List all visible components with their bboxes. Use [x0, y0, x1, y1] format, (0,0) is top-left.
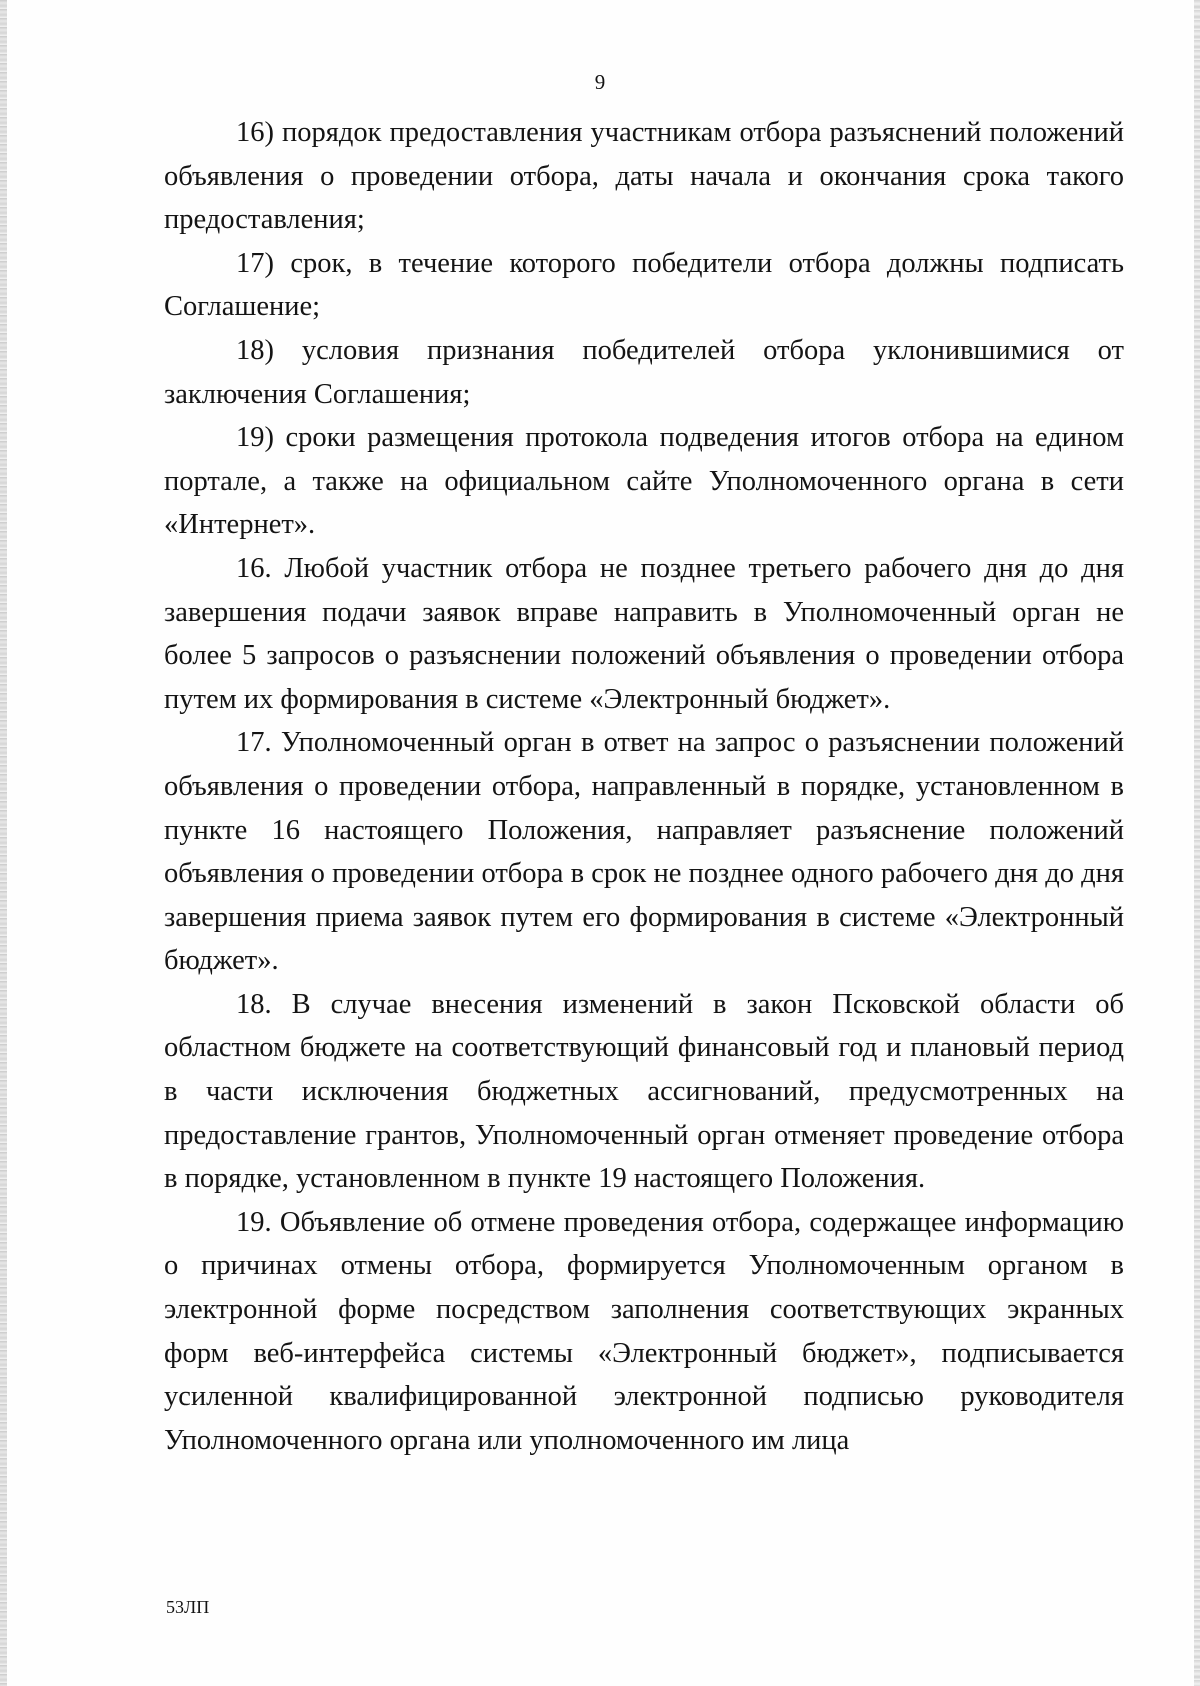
scan-edge-right — [1194, 0, 1200, 1686]
paragraph-clause-18: 18. В случае внесения изменений в закон Псковской области об областном бюджете на соответствующий финансовый год и плановый период в части исключения бюджетных ассигнований, предусмотренных на предоставление грантов, Уполномоченный орган отменяет проведение отбора в порядке, установленном в пункте 19 настоящего Положения. — [164, 988, 1124, 1195]
paragraph-item-16: 16) порядок предоставления участникам отбора разъяснений положений объявления о проведении отбора, даты начала и окончания срока такого предоставления; — [164, 117, 1124, 236]
footer-document-code: 53ЛП — [166, 1597, 210, 1617]
paragraph-clause-19: 19. Объявление об отмене проведения отбора, содержащее информацию о причинах отмены отбора, формируется Уполномоченным органом в электронной форме посредством заполнения соответствующих экранных форм веб-интерфейса системы «Электронный бюджет», подписывается усиленной квалифицированной электронной подписью руководителя Уполномоченного органа или уполномоченного им лица — [164, 1206, 1124, 1456]
page-number: 9 — [594, 70, 606, 94]
paragraph-clause-17: 17. Уполномоченный орган в ответ на запрос о разъяснении положений объявления о проведении отбора, направленный в порядке, установленном в пункте 16 настоящего Положения, направляет разъяснение положений объявления о проведении отбора в срок не позднее одного рабочего дня до дня завершения приема заявок путем его формирования в системе «Электронный бюджет». — [164, 727, 1124, 977]
paragraph-item-18: 18) условия признания победителей отбора уклонившимися от заключения Соглашения; — [164, 334, 1124, 410]
paragraph-item-19: 19) сроки размещения протокола подведения итогов отбора на едином портале, а также на официальном сайте Уполномоченного органа в сети «Интернет». — [164, 422, 1124, 541]
document-body — [164, 111, 1124, 1462]
scan-edge-left — [0, 0, 7, 1686]
paragraph-item-17: 17) срок, в течение которого победители отбора должны подписать Соглашение; — [164, 247, 1124, 323]
paragraph-clause-16: 16. Любой участник отбора не позднее третьего рабочего дня до дня завершения подачи заявок вправе направить в Уполномоченный орган не более 5 запросов о разъяснении положений объявления о проведении отбора путем их формирования в системе «Электронный бюджет». — [164, 552, 1124, 715]
